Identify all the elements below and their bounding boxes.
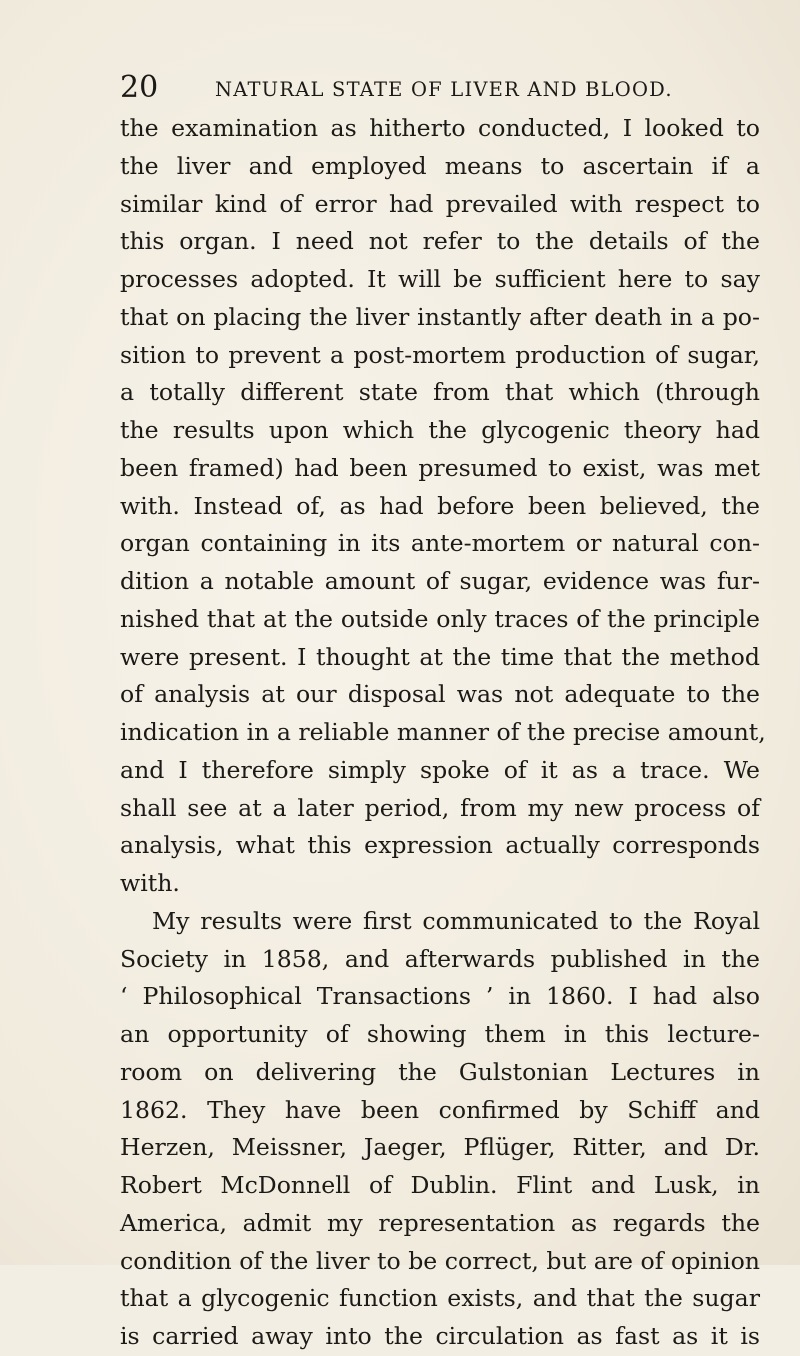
text-line: 1862. They have been confirmed by Schiff and xyxy=(120,1095,760,1124)
text-line: indication in a reliable manner of the precise amount, xyxy=(120,718,766,746)
text-line: Society in 1858, and afterwards published in the xyxy=(120,944,760,973)
text-line: room on delivering the Gulstonian Lectures in xyxy=(120,1057,760,1086)
text-line: with. xyxy=(120,869,180,897)
text-line: with. Instead of, as had before been believed, the xyxy=(120,491,760,520)
text-line: a totally different state from that which (through xyxy=(120,378,760,407)
text-line: of analysis at our disposal was not adequate to the xyxy=(120,680,760,709)
text-line: similar kind of error had prevailed with respect to xyxy=(120,189,760,218)
text-line: Herzen, Meissner, Jaeger, Pflüger, Ritter, and Dr. xyxy=(120,1133,760,1162)
text-line: dition a notable amount of sugar, evidence was fur- xyxy=(120,567,760,595)
text-line: analysis, what this expression actually corresponds xyxy=(120,831,760,860)
text-line: My results were first communicated to the Royal xyxy=(152,906,760,935)
text-line: that a glycogenic function exists, and that the sugar xyxy=(120,1284,760,1313)
text-line: this organ. I need not refer to the details of the xyxy=(120,227,760,256)
page-number: 20 xyxy=(120,70,159,105)
text-line: and I therefore simply spoke of it as a trace. We xyxy=(120,755,760,784)
body-text xyxy=(120,110,766,1356)
text-line: the examination as hitherto conducted, I looked to xyxy=(120,114,760,142)
page-header xyxy=(120,68,700,108)
text-line: that on placing the liver instantly after death in a po- xyxy=(120,302,760,331)
text-line: condition of the liver to be correct, but are of opinion xyxy=(120,1246,760,1275)
text-line: America, admit my representation as regards the xyxy=(120,1208,760,1237)
text-line: the results upon which the glycogenic theory had xyxy=(120,416,760,444)
text-line: shall see at a later period, from my new process of xyxy=(120,793,760,822)
text-line: organ containing in its ante-mortem or natural con- xyxy=(120,529,760,558)
text-line: sition to prevent a post-mortem production of sugar, xyxy=(120,340,760,369)
text-line: were present. I thought at the time that the method xyxy=(120,642,760,671)
text-line: the liver and employed means to ascertain if a xyxy=(120,151,760,180)
text-line: an opportunity of showing them in this lecture- xyxy=(120,1020,760,1048)
text-line: is carried away into the circulation as fast as it is xyxy=(120,1322,760,1350)
text-line: ‘ Philosophical Transactions ’ in 1860. I had also xyxy=(120,982,760,1011)
text-line: Robert McDonnell of Dublin. Flint and Lusk, in xyxy=(120,1171,760,1199)
text-line: processes adopted. It will be sufficient here to say xyxy=(120,265,760,293)
running-head: NATURAL STATE OF LIVER AND BLOOD. xyxy=(215,78,673,101)
text-line: been framed) had been presumed to exist, was met xyxy=(120,453,760,482)
text-line: nished that at the outside only traces of the principle xyxy=(120,604,760,633)
